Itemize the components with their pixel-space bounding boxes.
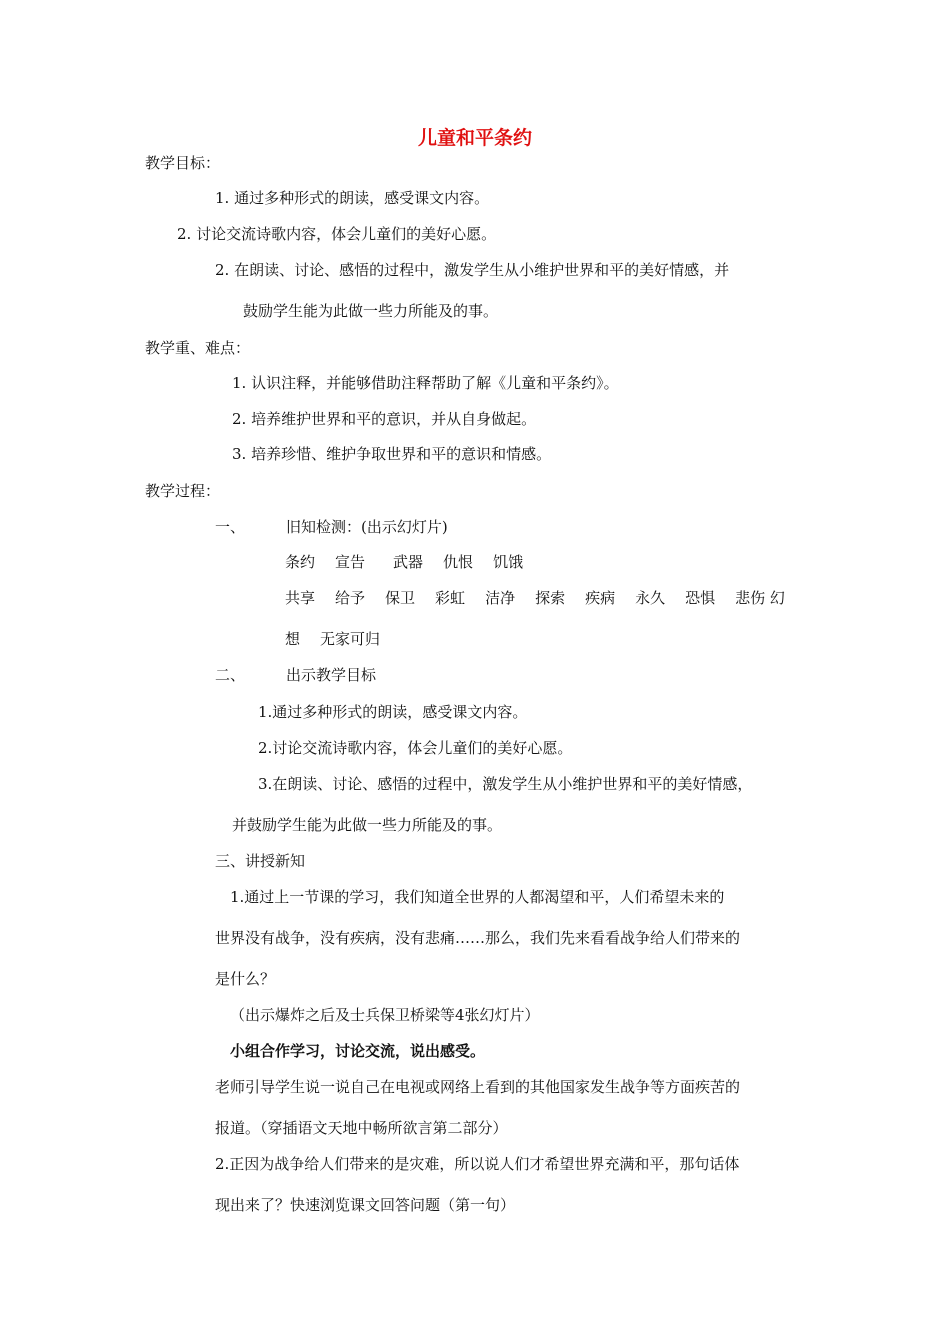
section3-line: 世界没有战争，没有疾病，没有悲痛……那么，我们先来看看战争给人们带来的	[215, 929, 741, 947]
vocab-row	[285, 588, 785, 608]
section2-number: 二、	[215, 666, 246, 684]
vocab-word: 宣告	[335, 553, 366, 571]
section1-title: 旧知检测：(出示幻灯片)	[286, 518, 448, 536]
section3-line: 2.正因为战争给人们带来的是灾难，所以说人们才希望世界充满和平，那句话体	[215, 1155, 740, 1173]
vocab-word: 探索	[535, 589, 566, 607]
section3-line: 老师引导学生说一说自己在电视或网络上看到的其他国家发生战争等方面疾苦的	[215, 1078, 741, 1096]
section2-item: 1.通过多种形式的朗读，感受课文内容。	[258, 703, 528, 721]
key-point-item: 1. 认识注释，并能够借助注释帮助了解《儿童和平条约》。	[232, 374, 619, 392]
process-heading: 教学过程：	[145, 482, 221, 500]
goal-item: 鼓励学生能为此做一些力所能及的事。	[243, 302, 499, 320]
vocab-word: 永久	[635, 589, 666, 607]
section3-line: 报道。（穿插语文天地中畅所欲言第二部分）	[215, 1119, 508, 1137]
section2-item: 3.在朗读、讨论、感悟的过程中，激发学生从小维护世界和平的美好情感，	[258, 775, 753, 793]
vocab-word: 条约	[285, 553, 316, 571]
goal-item: 1. 通过多种形式的朗读，感受课文内容。	[215, 189, 490, 207]
vocab-word: 武器	[393, 553, 424, 571]
goal-item: 2. 在朗读、讨论、感悟的过程中，激发学生从小维护世界和平的美好情感，并	[215, 261, 730, 279]
section2-title: 出示教学目标	[286, 666, 377, 684]
section3-emphasis: 小组合作学习，讨论交流，说出感受。	[230, 1042, 486, 1060]
key-point-item: 3. 培养珍惜、维护争取世界和平的意识和情感。	[232, 445, 552, 463]
section3-line: 是什么？	[215, 970, 276, 988]
goals-heading: 教学目标：	[145, 154, 221, 172]
section1-number: 一、	[215, 518, 246, 536]
section2-item: 2.讨论交流诗歌内容，体会儿童们的美好心愿。	[258, 739, 573, 757]
goal-item: 2. 讨论交流诗歌内容，体会儿童们的美好心愿。	[177, 225, 497, 243]
section2-item: 并鼓励学生能为此做一些力所能及的事。	[232, 816, 503, 834]
vocab-word: 想	[285, 630, 301, 648]
vocab-row	[285, 552, 543, 572]
vocab-word: 共享	[285, 589, 316, 607]
section3-line: 现出来了？快速浏览课文回答问题（第一句）	[215, 1196, 516, 1214]
vocab-word: 洁净	[485, 589, 516, 607]
vocab-row	[285, 629, 380, 649]
section3-line: （出示爆炸之后及士兵保卫桥梁等4张幻灯片）	[230, 1006, 540, 1024]
key-point-item: 2. 培养维护世界和平的意识，并从自身做起。	[232, 410, 537, 428]
vocab-word: 给予	[335, 589, 366, 607]
section3-line: 1.通过上一节课的学习，我们知道全世界的人都渴望和平，人们希望未来的	[230, 888, 725, 906]
section3-title: 三、讲授新知	[215, 852, 306, 870]
vocab-word: 疾病	[585, 589, 616, 607]
document-title: 儿童和平条约	[417, 127, 532, 149]
vocab-word: 无家可归	[320, 630, 381, 648]
vocab-word: 悲伤 幻	[735, 589, 785, 607]
vocab-word: 保卫	[385, 589, 416, 607]
vocab-word: 恐惧	[685, 589, 716, 607]
vocab-word: 仇恨	[443, 553, 474, 571]
vocab-word: 彩虹	[435, 589, 466, 607]
key-points-heading: 教学重、难点：	[145, 339, 251, 357]
vocab-word: 饥饿	[493, 553, 524, 571]
